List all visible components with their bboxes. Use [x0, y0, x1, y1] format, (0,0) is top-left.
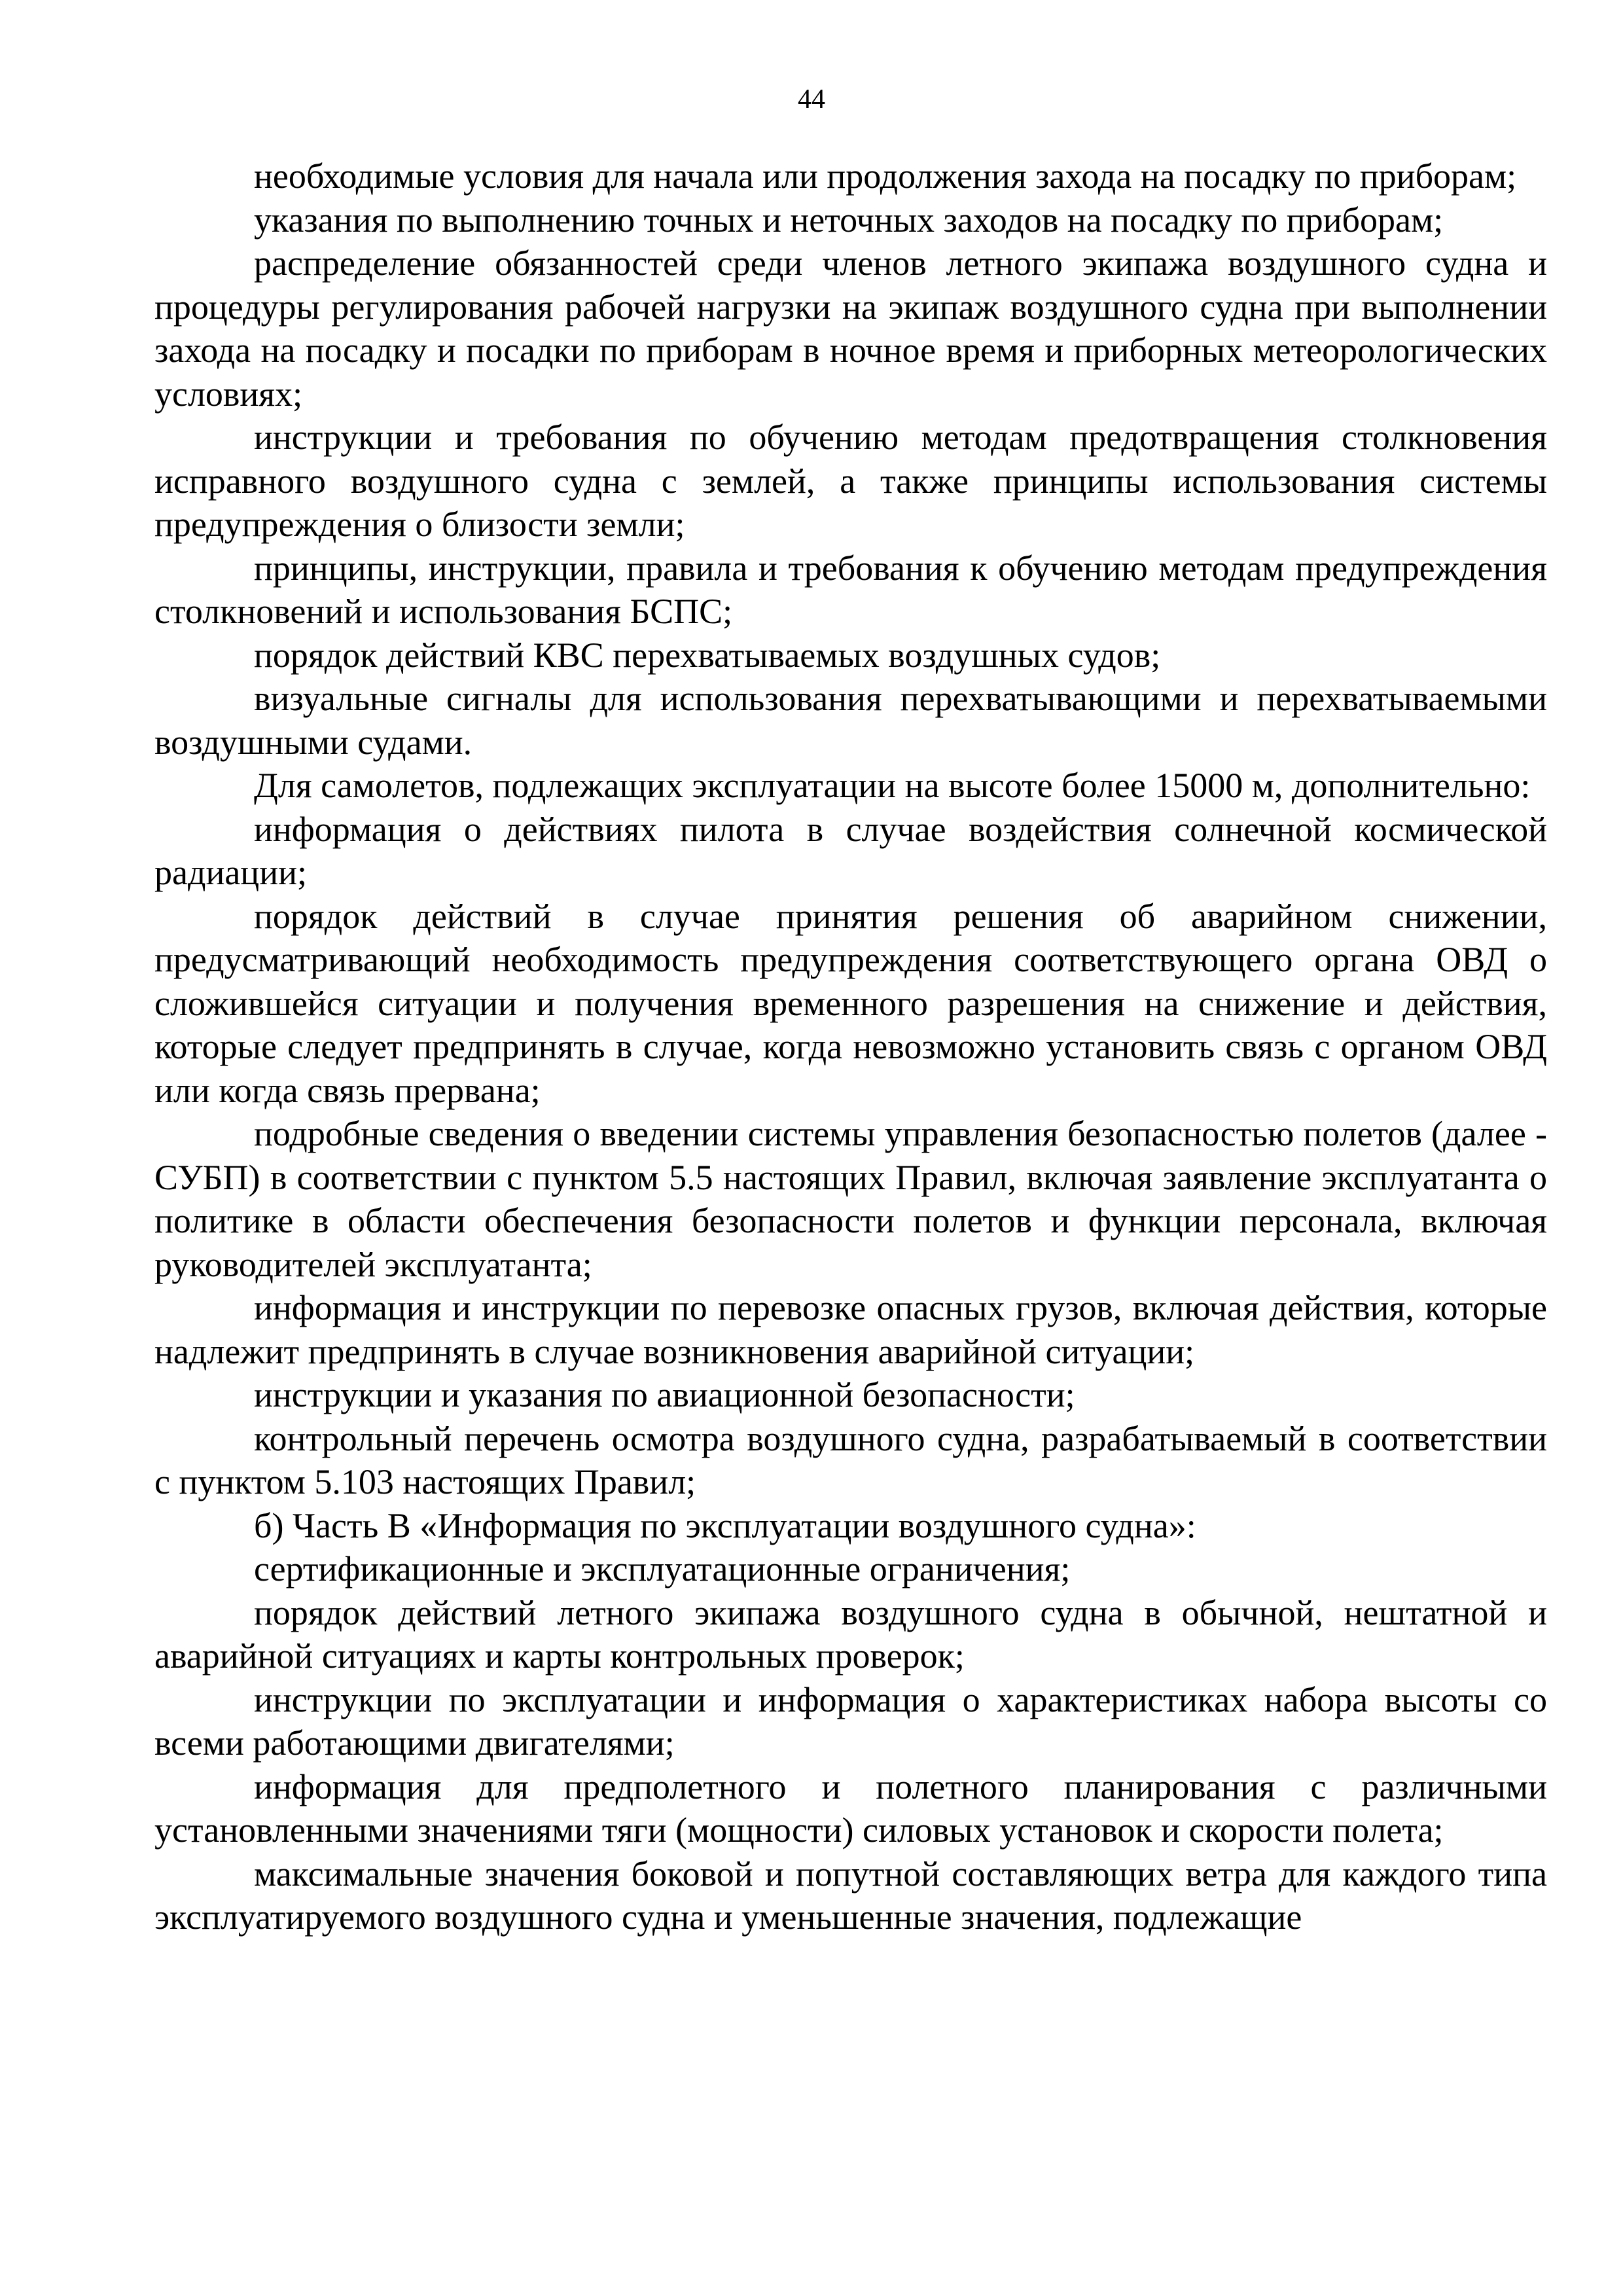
paragraph-solar-radiation: информация о действиях пилота в случае воздействия солнечной космической радиации; [154, 809, 1547, 892]
paragraph-security: инструкции и указания по авиационной безопасности; [254, 1375, 1075, 1414]
paragraph-crew-duties: распределение обязанностей среди членов летного экипажа воздушного судна и процедуры регулирования рабочей нагрузки на экипаж воздушного судна при выполнении захода на посадку и посадки по приборам в ночное время и приборных метеорологических условиях; [154, 243, 1547, 414]
paragraph-part-b-heading: б) Часть В «Информация по эксплуатации воздушного судна»: [254, 1505, 1196, 1545]
paragraph-approach-instructions: указания по выполнению точных и неточных заходов на посадку по приборам; [254, 200, 1444, 240]
paragraph-acas-training: принципы, инструкции, правила и требования к обучению методам предупреждения столкновений и использования БСПС; [154, 548, 1547, 631]
paragraph-wind-limits: максимальные значения боковой и попутной составляющих ветра для каждого типа эксплуатируемого воздушного судна и уменьшенные значения, подлежащие [154, 1854, 1547, 1937]
paragraph-visual-signals: визуальные сигналы для использования перехватывающими и перехватываемыми воздушными судами. [154, 679, 1547, 762]
paragraph-emergency-descent: порядок действий в случае принятия решения об аварийном снижении, предусматривающий необходимость предупреждения соответствующего органа ОВД о сложившейся ситуации и получения временного разрешения на снижение и действия, которые следует предпринять в случае, когда невозможно установить связь с органом ОВД или когда связь прервана; [154, 896, 1547, 1110]
paragraph-flight-planning: информация для предполетного и полетного планирования с различными установленными значениями тяги (мощности) силовых установок и скорости полета; [154, 1767, 1547, 1850]
paragraph-approach-conditions: необходимые условия для начала или продолжения захода на посадку по приборам; [254, 156, 1517, 196]
paragraph-intercepted-aircraft: порядок действий КВС перехватываемых воздушных судов; [254, 635, 1161, 675]
paragraph-terrain-collision: инструкции и требования по обучению методам предотвращения столкновения исправного воздушного судна с землей, а также принципы использования системы предупреждения о близости земли; [154, 418, 1547, 544]
document-body [154, 154, 1547, 1939]
paragraph-climb-performance: инструкции по эксплуатации и информация о характеристиках набора высоты со всеми работающими двигателями; [154, 1679, 1547, 1763]
paragraph-inspection-checklist: контрольный перечень осмотра воздушного судна, разрабатываемый в соответствии с пунктом 5.103 настоящих Правил; [154, 1418, 1547, 1501]
paragraph-crew-procedures: порядок действий летного экипажа воздушного судна в обычной, нештатной и аварийной ситуациях и карты контрольных проверок; [154, 1592, 1547, 1676]
paragraph-high-altitude-aircraft: Для самолетов, подлежащих эксплуатации на высоте более 15000 м, дополнительно: [254, 766, 1531, 805]
paragraph-limitations: сертификационные и эксплуатационные ограничения; [254, 1549, 1071, 1588]
paragraph-sms: подробные сведения о введении системы управления безопасностью полетов (далее - СУБП) в соответствии с пунктом 5.5 настоящих Правил, включая заявление эксплуатанта о политике в области обеспечения безопасности полетов и функции персонала, включая руководителей эксплуатанта; [154, 1114, 1547, 1284]
page-number: 44 [798, 84, 825, 115]
paragraph-dangerous-goods: информация и инструкции по перевозке опасных грузов, включая действия, которые надлежит предпринять в случае возникновения аварийной ситуации; [154, 1288, 1547, 1371]
